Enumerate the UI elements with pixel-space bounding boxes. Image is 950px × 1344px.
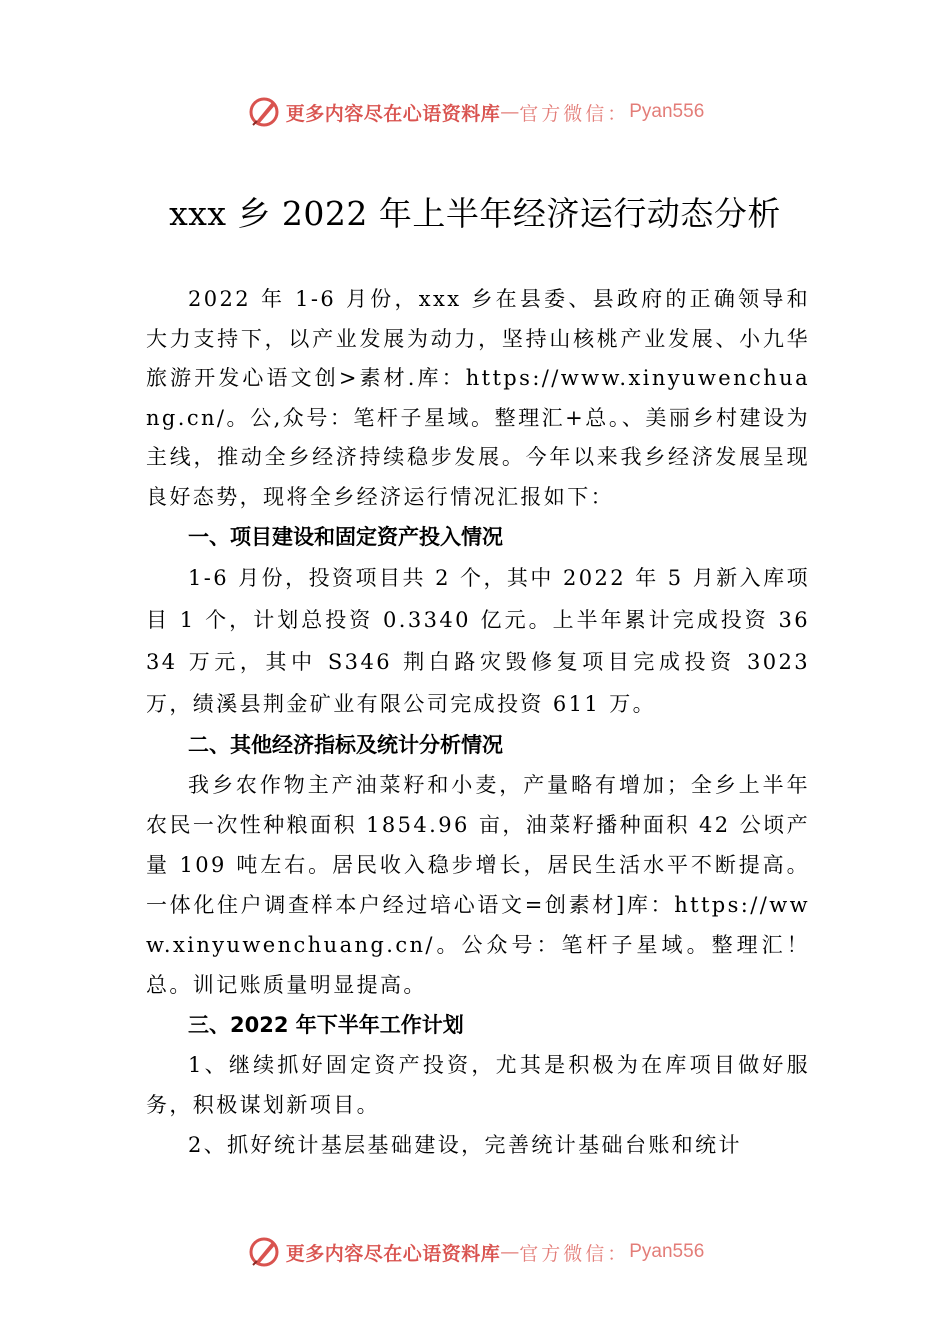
section-1-paragraph: 1-6 月份，投资项目共 2 个，其中 2022 年 5 月新入库项目 1 个，计划总投资 0.3340 亿元。上半年累计完成投资 3634 万元，其中 S346 荆白路灾毁修复项目完成投资 3023 万，绩溪县荆金矿业有限公司完成投资 611 万。 [146, 566, 810, 716]
document-body [146, 280, 810, 1165]
document-title: xxx 乡 2022 年上半年经济运行动态分析 [169, 194, 781, 233]
watermark-separator: — [500, 101, 520, 123]
watermark-wechat-id: Pyan556 [629, 101, 705, 122]
watermark-banner-bottom [0, 1232, 950, 1272]
quill-pen-circle-icon [246, 1234, 282, 1270]
intro-paragraph: 2022 年 1-6 月份，xxx 乡在县委、县政府的正确领导和大力支持下，以产业发展为动力，坚持山核桃产业发展、小九华旅游开发心语文创>素材.库：https://www.xinyuwenchuang.cn/。公,众号：笔杆子星域。整理汇+总。、美丽乡村建设为主线，推动全乡经济持续稳步发展。今年以来我乡经济发展呈现良好态势，现将全乡经济运行情况汇报如下： [146, 287, 810, 509]
quill-pen-circle-icon [246, 94, 282, 130]
watermark-brand-text: 更多内容尽在心语资料库 [285, 102, 501, 125]
watermark-wechat-id: Pyan556 [629, 1241, 705, 1262]
section-2-paragraph: 我乡农作物主产油菜籽和小麦，产量略有增加；全乡上半年农民一次性种粮面积 1854.96 亩，油菜籽播种面积 42 公顷产量 109 吨左右。居民收入稳步增长，居民生活水平不断提高。一体化住户调查样本户经过培心语文=创素材]库：https://www.xinyuwenchuang.cn/。公众号：笔杆子星域。整理汇！总。训记账质量明显提高。 [146, 773, 810, 997]
watermark-separator: — [500, 1241, 520, 1263]
section-1-heading: 一、项目建设和固定资产投入情况 [188, 525, 503, 549]
section-3-item-1: 1、继续抓好固定资产投资，尤其是积极为在库项目做好服务，积极谋划新项目。 [146, 1053, 810, 1117]
section-3-heading: 三、2022 年下半年工作计划 [188, 1013, 464, 1037]
watermark-banner-top [0, 92, 950, 132]
watermark-brand-text: 更多内容尽在心语资料库 [285, 1242, 501, 1265]
watermark-wechat-label: 官方微信： [519, 1242, 630, 1265]
section-3-item-2: 2、抓好统计基层基础建设，完善统计基础台账和统计 [188, 1133, 742, 1157]
section-2-heading: 二、其他经济指标及统计分析情况 [188, 733, 503, 757]
watermark-wechat-label: 官方微信： [519, 102, 630, 125]
